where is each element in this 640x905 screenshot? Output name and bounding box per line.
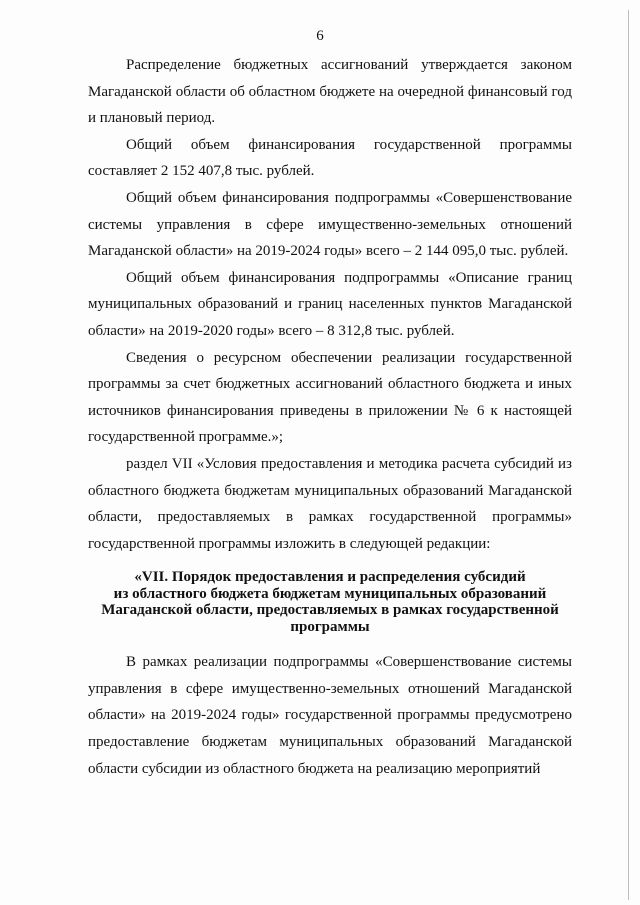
section-heading-line: «VII. Порядок предоставления и распределения субсидий — [134, 569, 526, 586]
section-heading-line: программы — [290, 618, 370, 635]
section-heading — [88, 569, 572, 635]
page-number: 6 — [316, 28, 324, 44]
document-body — [88, 52, 572, 782]
paragraph-budget-approval: Распределение бюджетных ассигнований утверждается законом Магаданской области об областном бюджете на очередной финансовый год и плановый период. — [88, 57, 572, 127]
paragraph-section-amendment: раздел VII «Условия предоставления и методика расчета субсидий из областного бюджета бюджетам муниципальных образований Магаданской области, предоставляемых в рамках государственной программы» государственной программы изложить в следующей редакции: — [88, 455, 572, 552]
section-heading-line: из областного бюджета бюджетам муниципальных образований — [113, 585, 547, 602]
paragraph-subprogram-1-total: Общий объем финансирования подпрограммы «Совершенствование системы управления в сфере имущественно-земельных отношений Магаданской области» на 2019-2024 годы» всего – 2 144 095,0 тыс. рублей. — [88, 189, 572, 260]
paragraph-implementation: В рамках реализации подпрограммы «Совершенствование системы управления в сфере имущественно-земельных отношений Магаданской области» на 2019-2024 годы» государственной программы предусмотрено предоставление бюджетам муниципальных образований Магаданской области субсидии из областного бюджета на реализацию мероприятий — [88, 654, 572, 777]
scan-edge-line — [628, 10, 629, 900]
section-heading-line: Магаданской области, предоставляемых в рамках государственной — [101, 602, 559, 619]
paragraph-subprogram-2-total: Общий объем финансирования подпрограммы «Описание границ муниципальных образований и границ населенных пунктов Магаданской области» на 2019-2020 годы» всего – 8 312,8 тыс. рублей. — [88, 269, 572, 339]
paragraph-program-total: Общий объем финансирования государственной программы составляет 2 152 407,8 тыс. рублей. — [88, 136, 572, 180]
paragraph-resource-info: Сведения о ресурсном обеспечении реализации государственной программы за счет бюджетных ассигнований областного бюджета и иных источников финансирования приведены в приложении № 6 к настоящей государственной программе.»; — [88, 349, 572, 446]
